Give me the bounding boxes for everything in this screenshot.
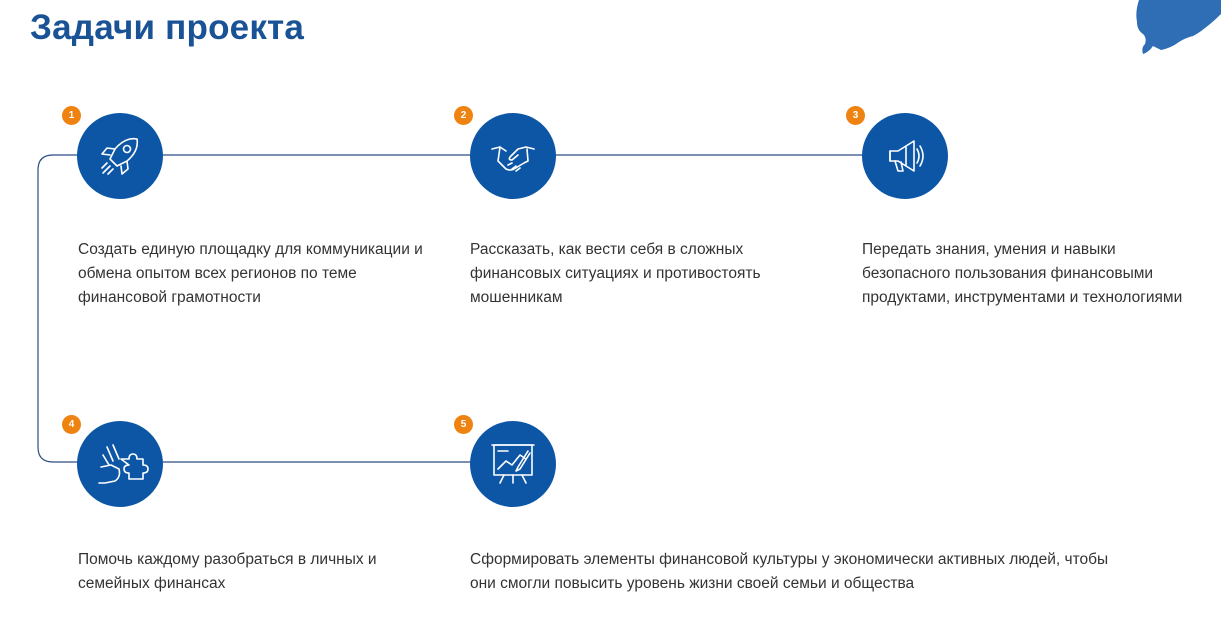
step-1-circle	[77, 113, 163, 199]
megaphone-icon	[862, 113, 948, 199]
handshake-icon	[470, 113, 556, 199]
step-4-description: Помочь каждому разобраться в личных и семейных финансах	[78, 551, 377, 592]
step-2-badge: 2	[454, 106, 473, 125]
step-5-circle	[470, 421, 556, 507]
presentation-board-icon	[470, 421, 556, 507]
step-5-badge: 5	[454, 415, 473, 434]
step-1-badge: 1	[62, 106, 81, 125]
step-4-circle	[77, 421, 163, 507]
page-title: Задачи проекта	[30, 8, 305, 47]
step-3-description: Передать знания, умения и навыки безопасного пользования финансовыми продуктами, инструментами и технологиями	[862, 241, 1183, 306]
step-4-badge: 4	[62, 415, 81, 434]
step-3-circle	[862, 113, 948, 199]
step-1-description: Создать единую площадку для коммуникации и обмена опытом всех регионов по теме финансовой грамотности	[78, 241, 423, 306]
step-3-badge: 3	[846, 106, 865, 125]
step-2-description: Рассказать, как вести себя в сложных финансовых ситуациях и противостоять мошенникам	[470, 241, 761, 306]
step-2-circle	[470, 113, 556, 199]
hand-puzzle-icon	[77, 421, 163, 507]
step-5-description: Сформировать элементы финансовой культуры у экономически активных людей, чтобы они смогли повысить уровень жизни своей семьи и общества	[470, 551, 1109, 592]
rocket-icon	[77, 113, 163, 199]
